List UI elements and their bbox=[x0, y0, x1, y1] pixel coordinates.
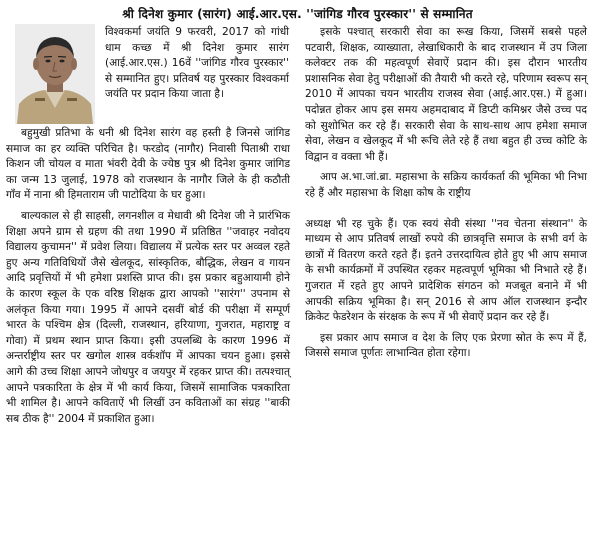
paragraph: अध्यक्ष भी रह चुके हैं। एक स्वयं सेवी संस्था ''नव चेतना संस्थान'' के माध्यम से आप प्रतिवर्ष लाखों रुपये की छात्रवृत्ति समाज के सभी वर्ग के छात्रों में वितरण करते रहते हैं। इतने उत्तरदायित्व होते हुए भी आप समाज के सभी कार्यक्रमों में उपस्थित रहकर महत्वपूर्ण भूमिका भी निभाते रहे हैं। गुजरात में रहते हुए आपने प्रादेशिक संगठन को मजबूत बनाने में भी आपकी सक्रिय भूमिका है। सन् 2016 से आप ऑल राजस्थान इन्दौर क्रिकेट फेडरेशन के संरक्षक के रूप में भी सेवाऐं प्रदान कर रहे हैं। bbox=[305, 217, 587, 324]
right-column bbox=[305, 25, 587, 367]
portrait-icon bbox=[15, 24, 95, 124]
paragraph: बाल्यकाल से ही साहसी, लगनशील व मेधावी श्री दिनेश जी ने प्रारंभिक शिक्षा अपने ग्राम से ग्रहण की तथा 1990 में प्रतिष्ठित ''जवाहर नवोदय विद्यालय कुचामन'' में प्रवेश लिया। विद्यालय में प्रत्येक स्तर पर अव्वल रहते हुए अन्य गतिविधियों जैसे खेलकूद, सांस्कृतिक, बौद्धिक, लेखन व गायन आदि प्रवृत्तियों में भी हमेशा प्रशस्ति प्राप्त की। इस प्रकार बहुआयामी होने के कारण स्कूल के एक वरिष्ठ शिक्षक द्वारा आपको ''सारंग'' उपनाम से अलंकृत किया गया। 1995 में आपने दसवीं बोर्ड की परीक्षा में सम्पूर्ण भारत के पश्चिम क्षेत्र (दिल्ली, राजस्थान, हरियाणा, गुजरात, महाराष्ट्र व गोवा) में प्रथम स्थान प्राप्त किया। इसी उपलब्धि के कारण 1996 में अन्तर्राष्ट्रीय स्तर पर खगोल शास्त्र वर्कशॉप में आपका चयन हुआ। इससे आगे की उच्च शिक्षा आपने जोधपुर व जयपुर में रहकर प्राप्त की। तत्पश्चात् आपने पत्रकारिता के क्षेत्र में भी कार्य किया, जिसमें सामाजिक पत्रकारिता भी शामिल है। आपने कविताऐं भी लिखीं उन कविताओं का संग्रह ''बाकी सब ठीक है'' 2004 में प्रकाशित हुआ। bbox=[6, 209, 290, 425]
paragraph: इसके पश्चात् सरकारी सेवा का रूख किया, जिसमें सबसे पहले पटवारी, शिक्षक, व्याख्याता, लेखाधिकारी के बाद राजस्थान में उप जिला कलेक्टर तक की महत्वपूर्ण सेवाऐं प्रदान की। इस दौरान भारतीय प्रशासनिक सेवा हेतु परीक्षाओं की तैयारी भी करते रहे, परिणाम स्वरूप सन् 2010 में आपका चयन भारतीय राजस्व सेवा (आई.आर.एस.) में हुआ। पदोन्नत होकर आप इस समय अहमदाबाद में डिप्टी कमिश्नर जैसे उच्च पद को सुशोभित कर रहे हैं। सरकारी सेवा के साथ-साथ आप हमेशा समाज सेवा, लेखन व खेलकूद में भी रूचि लेते रहे हैं तथा बहुत ही उच्च कोटि के विद्वान व वक्ता भी हैं। bbox=[305, 26, 587, 163]
paragraph: इस प्रकार आप समाज व देश के लिए एक प्रेरणा स्रोत के रूप में हैं, जिससे समाज पूर्णतः लाभान्वित होता रहेगा। bbox=[305, 331, 587, 360]
left-column bbox=[6, 126, 290, 432]
paragraph: आप अ.भा.जां.ब्रा. महासभा के सक्रिय कार्यकर्ता की भूमिका भी निभा रहे हैं और महासभा के शिक्षा कोष के राष्ट्रीय bbox=[305, 171, 587, 199]
article-title: श्री दिनेश कुमार (सारंग) आई.आर.एस. ''जांगिड गौरव पुरस्कार'' से सम्मानित bbox=[122, 7, 473, 21]
paragraph: बहुमुखी प्रतिभा के धनी श्री दिनेश सारंग वह हस्ती है जिनसे जांगिड समाज का हर व्यक्ति परिचित है। फरडोद (नागौर) निवासी पिताश्री राधा किशन जी चोयल व माता भंवरी देवी के ज्येष्ठ पुत्र श्री दिनेश कुमार जांगिड का जन्म 13 जुलाई, 1978 को राजस्थान के नागौर जिले के ही कठौती गाँव में नाना श्री हिमताराम जी पाटोदिया के घर हुआ। bbox=[6, 127, 290, 202]
portrait-photo bbox=[15, 24, 95, 124]
lead-paragraph: विश्वकर्मा जयंति 9 फरवरी, 2017 को गांधी धाम कच्छ में श्री दिनेश कुमार सारंग (आई.आर.एस.) 16वें ''जांगिड गौरव पुरस्कार'' से सम्मानित हुए। प्रतिवर्ष यह पुरस्कार विश्वकर्मा जयंति पर प्रदान किया जाता है। bbox=[105, 26, 289, 101]
